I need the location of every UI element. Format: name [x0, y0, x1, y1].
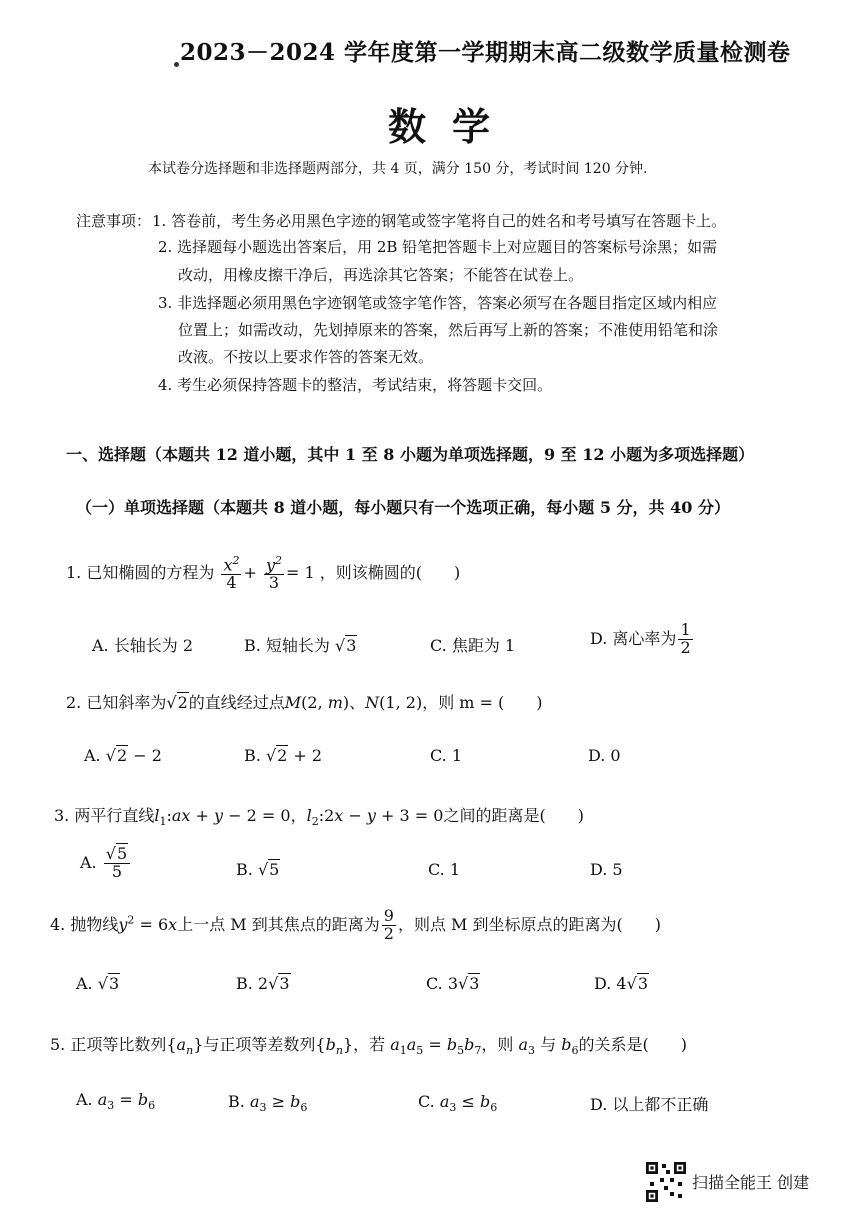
exam-intro: 本试卷分选择题和非选择题两部分，共 4 页，满分 150 分，考试时间 120 分钟.	[148, 161, 648, 177]
sub-section-title: （一）单项选择题（本题共 8 道小题，每小题只有一个选项正确，每小题 5 分，共 40 分）	[76, 498, 730, 517]
q4-option-d: D. 4√3	[594, 974, 648, 993]
q2-option-a: A. √2 − 2	[84, 746, 162, 765]
q1-frac-x: $\frac{x^2}{4}$	[223, 554, 240, 593]
q3-option-a: A. $\frac{√5}{5}$	[80, 846, 132, 881]
question-5: 5. 正项等比数列$\{a_n\}$与正项等差数列$\{b_n\}$，若 $a_1a_5 = b_5b_7$，则 $a_3$ 与 $b_6$的关系是( )	[50, 1035, 687, 1058]
q3-option-d: D. 5	[590, 860, 623, 879]
notice-item-2: 2. 选择题每小题选出答案后，用 2B 铅笔把答题卡上对应题目的答案标号涂黑；如需	[158, 238, 718, 256]
q1-option-d: D. 离心率为 $\frac{1}{2}$	[590, 620, 691, 657]
scanner-brand: 扫描全能王 创建	[692, 1173, 810, 1192]
q2-option-c: C. 1	[430, 746, 463, 765]
q2-option-b: B. √2 + 2	[244, 746, 323, 765]
q1-prefix: 1. 已知椭圆的方程为	[66, 562, 215, 582]
notice-item-4: 4. 考生必须保持答题卡的整洁，考试结束，将答题卡交回。	[158, 376, 553, 394]
q4-option-b: B. 2√3	[236, 974, 290, 993]
notice-item-3: 3. 非选择题必须用黑色字迹钢笔或签字笔作答，答案必须写在各题目指定区域内相应	[158, 294, 718, 312]
notice-label: 注意事项：	[76, 212, 152, 230]
question-2: 2. 已知斜率为√2的直线经过点M(2, m)、N(1, 2)，则 m = ( )	[66, 693, 543, 712]
qr-code-icon	[646, 1162, 686, 1202]
question-4: 4. 抛物线$y^2 = 6x$上一点 M 到其焦点的距离为 $\frac{9}{2}$ ，则点 M 到坐标原点的距离为( )	[50, 906, 661, 943]
scan-mark	[174, 62, 179, 67]
q4-option-c: C. 3√3	[426, 974, 480, 993]
q1-suffix: ，则该椭圆的( )	[319, 562, 461, 582]
q1-option-b: B. 短轴长为 √3	[244, 636, 357, 655]
q3-option-b: B. √5	[236, 860, 280, 879]
q1-option-a: A. 长轴长为 2	[92, 636, 193, 655]
q3-option-c: C. 1	[428, 860, 461, 879]
question-3: 3. 两平行直线$l_1:ax + y - 2 = 0$，$l_2:2x - y + 3 = 0$之间的距离是( )	[54, 806, 584, 829]
notice-item-3-cont2: 改液。不按以上要求作答的答案无效。	[178, 348, 434, 366]
q5-option-b: B. $a_3 \ge b_6$	[228, 1092, 308, 1115]
notice-item-2-cont: 改动，用橡皮擦干净后，再选涂其它答案；不能答在试卷上。	[178, 266, 584, 284]
notice-item-3-cont: 位置上；如需改动，先划掉原来的答案，然后再写上新的答案；不准使用铅笔和涂	[178, 321, 719, 339]
section-title: 一、选择题（本题共 12 道小题，其中 1 至 8 小题为单项选择题，9 至 12 小题为多项选择题）	[66, 445, 755, 464]
q1-option-c: C. 焦距为 1	[430, 636, 516, 655]
q5-option-d: D. 以上都不正确	[590, 1095, 709, 1114]
q2-option-d: D. 0	[588, 746, 621, 765]
q1-frac-y: $\frac{y^2}{3}$	[265, 554, 283, 593]
q5-option-a: A. $a_3 = b_6$	[76, 1090, 156, 1113]
q4-option-a: A. √3	[76, 974, 120, 993]
question-1: 1. 已知椭圆的方程为 $\frac{x^2}{4}$ + $\frac{y^2}{3}$ = 1 ，则该椭圆的( )	[66, 554, 461, 593]
q5-option-c: C. $a_3 \le b_6$	[418, 1092, 498, 1115]
notice-item-1: 1. 答卷前，考生务必用黑色字迹的钢笔或签字笔将自己的姓名和考号填写在答题卡上。	[152, 212, 727, 230]
exam-title: 2023－2024 学年度第一学期期末高二级数学质量检测卷	[180, 39, 791, 66]
subject-title: 数学	[388, 104, 517, 149]
